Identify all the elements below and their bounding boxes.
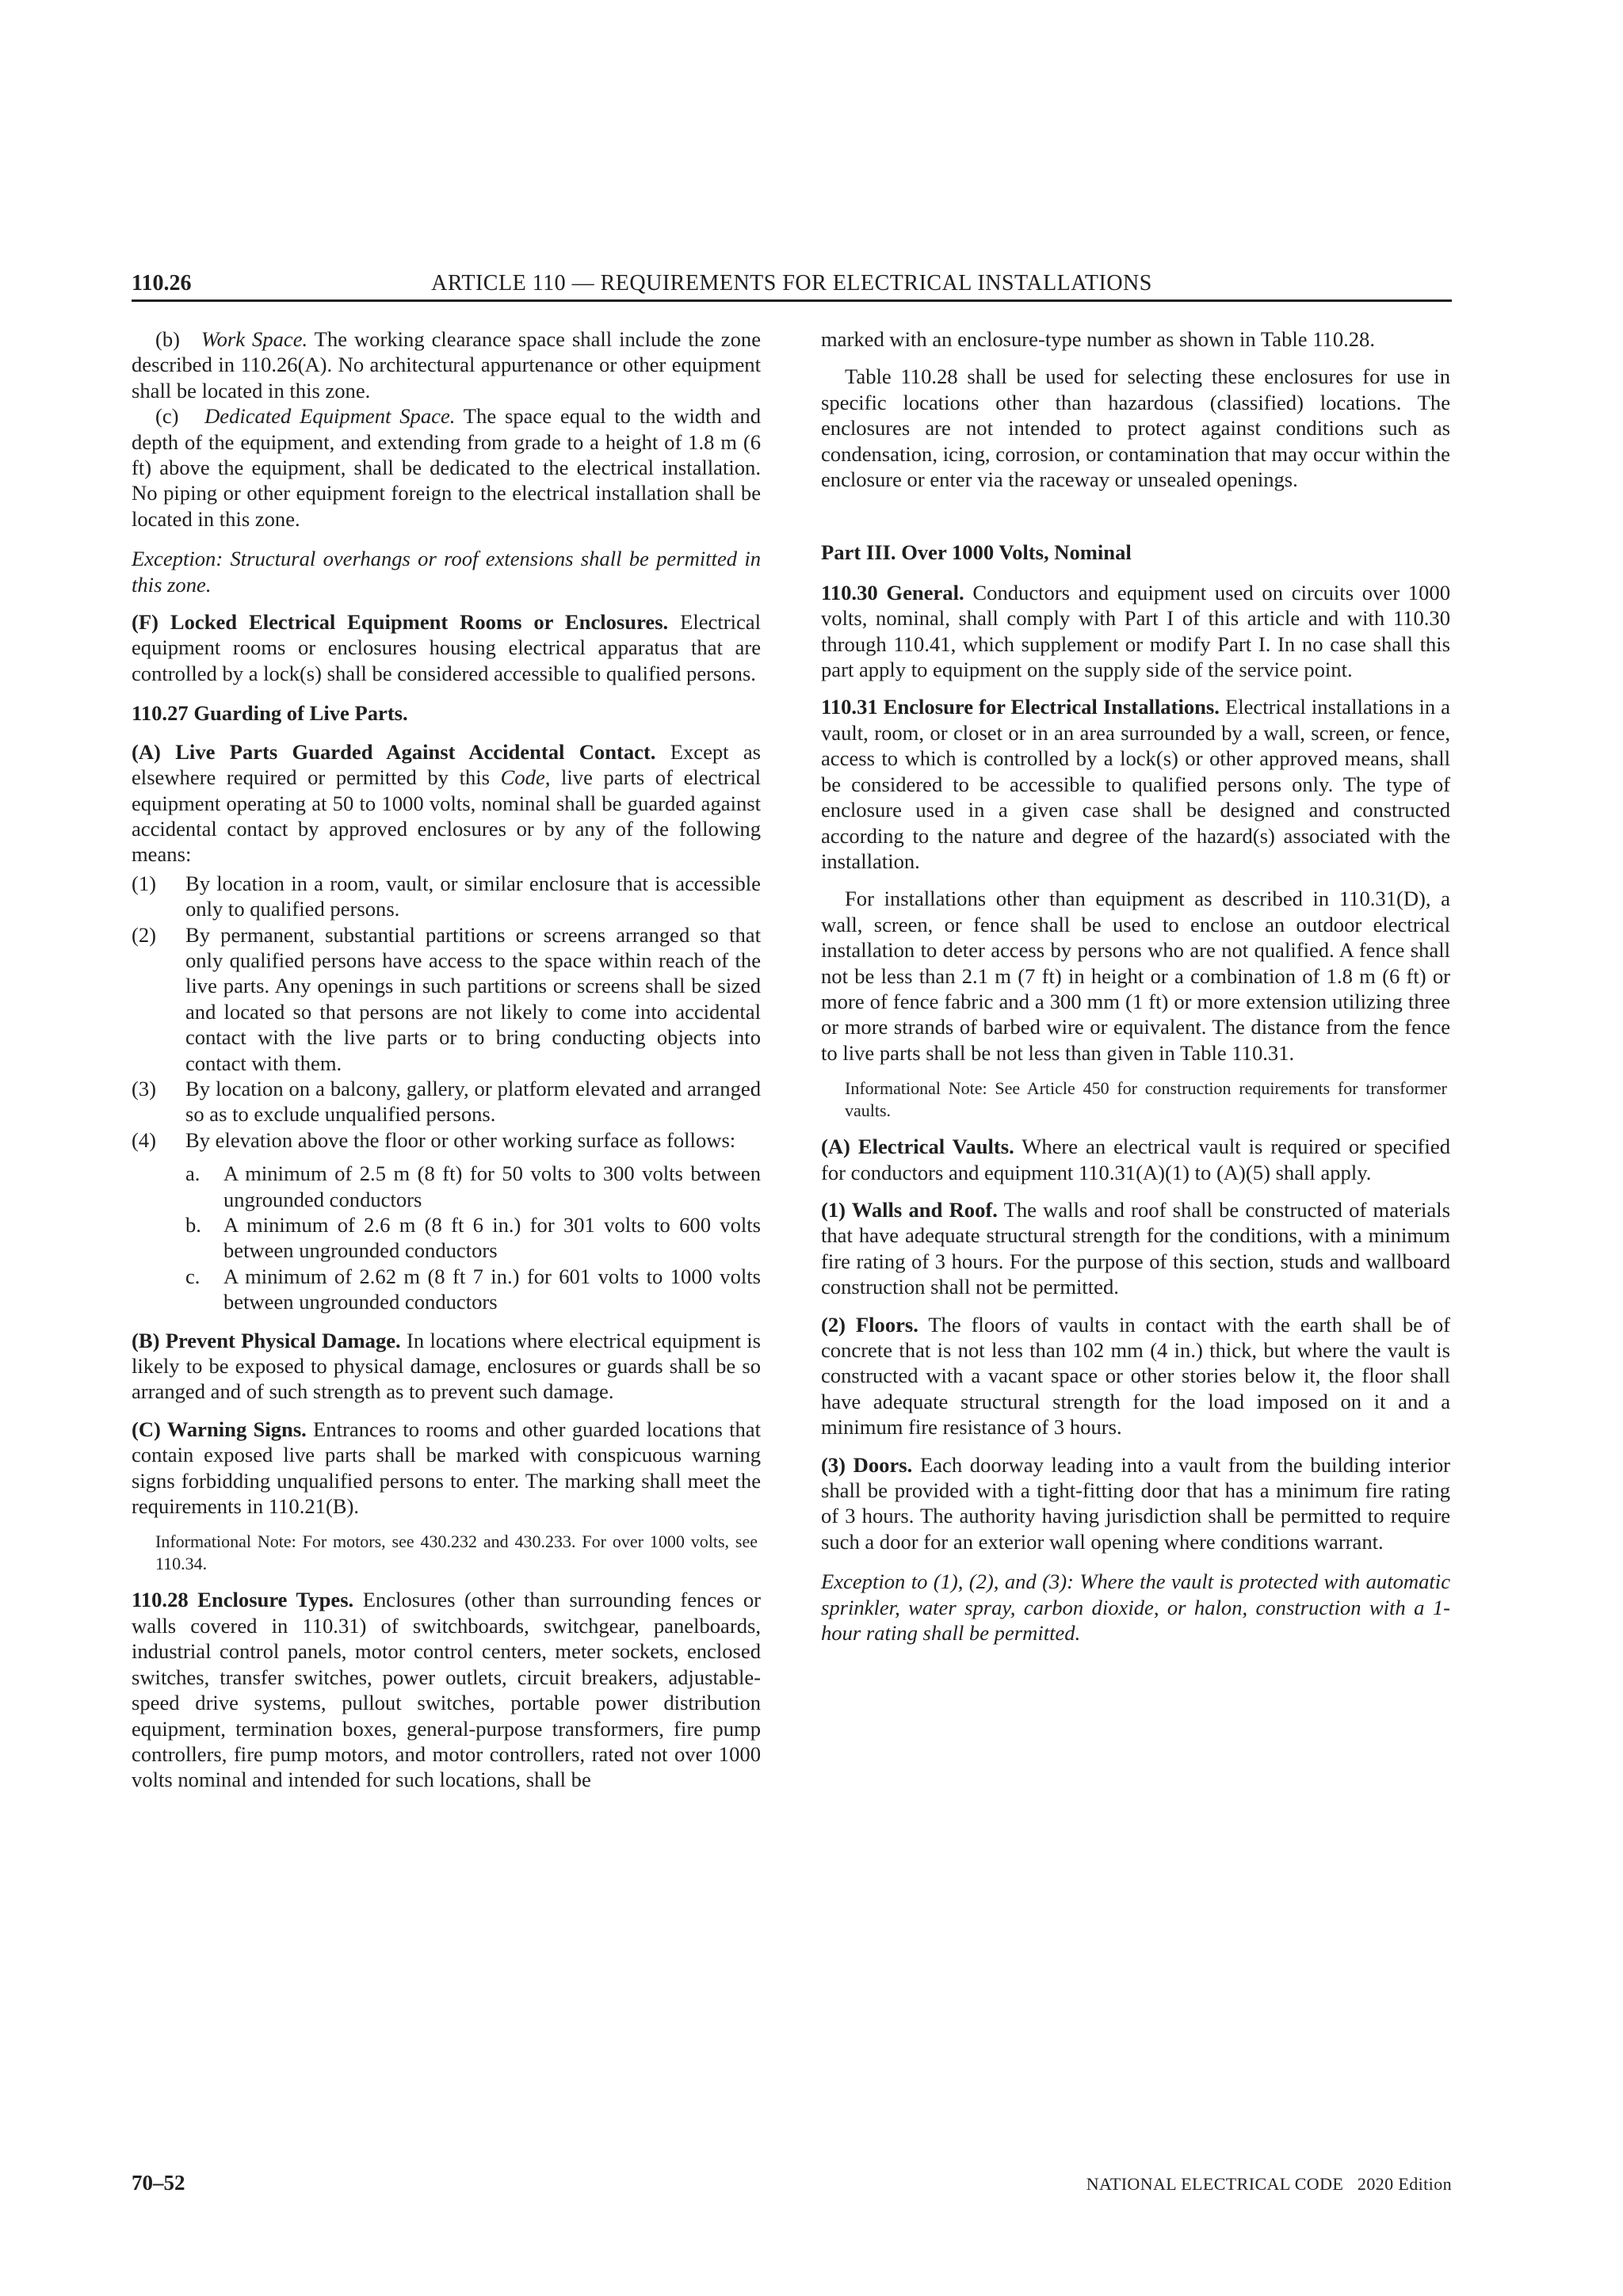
list-text: By location on a balcony, gallery, or platform elevated and arranged so as to exclude unqualified persons.	[185, 1076, 761, 1127]
item-text: The working clearance space shall include the zone described in 110.26(A). No architectural appurtenance or other equipment shall be located in this zone.	[132, 327, 761, 402]
subsection-heading: (F) Locked Electrical Equipment Rooms or Enclosures.	[132, 610, 669, 635]
subsection-text: The floors of vaults in contact with the earth shall be of concrete that is not less than 102 mm (4 in.) thick, but where the vault is constructed with a vacant space or other stories below it, the floor shall have adequate structural strength for the load imposed on it and a minimum fire resistance of 3 hours.	[821, 1312, 1451, 1440]
sublist-text: A minimum of 2.5 m (8 ft) for 50 volts to 300 volts between ungrounded conductors	[223, 1161, 761, 1211]
list-number: (2)	[132, 922, 157, 947]
list-item	[132, 1076, 761, 1127]
right-column	[821, 326, 1450, 1657]
sublist-item	[185, 1212, 761, 1264]
sublist-letter: b.	[185, 1213, 201, 1237]
paragraph-live-parts-guarded	[132, 739, 761, 868]
list-text: By permanent, substantial partitions or screens arranged so that only qualified persons have access to the space within reach of the live parts. Any openings in such partitions or screens shall be sized and located so that persons are not likely to come into accidental contact with the live parts or to bring conducting objects into contact with them.	[185, 922, 761, 1075]
item-label: (c)	[155, 404, 179, 429]
item-text: The space equal to the width and depth of the equipment, and extending from grade to a height of 1.8 m (6 ft) above the equipment, shall be dedicated to the electrical installation. No piping or other equipment foreign to the electrical installation shall be located in this zone.	[132, 404, 761, 531]
section-heading-110-27: 110.27 Guarding of Live Parts.	[132, 701, 408, 726]
paragraph-enclosure-installations	[821, 694, 1450, 874]
informational-note: Informational Note: For motors, see 430.232 and 430.233. For over 1000 volts, see 110.34.	[155, 1531, 758, 1574]
paragraph-continued: marked with an enclosure-type number as shown in Table 110.28.	[821, 327, 1376, 351]
sublist-item	[185, 1161, 761, 1212]
paragraph-enclosure-types	[132, 1587, 761, 1792]
running-header	[132, 271, 1452, 298]
header-article-title: ARTICLE 110 — REQUIREMENTS FOR ELECTRICAL INSTALLATIONS	[431, 271, 1152, 296]
section-heading-110-28: 110.28 Enclosure Types.	[132, 1588, 354, 1612]
paragraph-electrical-vaults	[821, 1134, 1450, 1185]
subsection-text: Each doorway leading into a vault from the building interior shall be provided with a tight-fitting door that has a minimum fire rating of 3 hours. The authority having jurisdiction shall be permitted to require such a door for an exterior wall opening where conditions warrant.	[821, 1452, 1450, 1554]
subsection-text: Entrances to rooms and other guarded locations that contain exposed live parts shall be marked with conspicuous warning signs forbidding unqualified persons to enter. The marking shall meet the requirements in 110.21(B).	[132, 1417, 761, 1519]
numbered-list	[132, 871, 761, 1315]
list-text: By location in a room, vault, or similar enclosure that is accessible only to qualified persons.	[185, 871, 761, 921]
list-item	[132, 1127, 761, 1315]
paragraph-work-space	[132, 326, 761, 403]
subsection-heading: (C) Warning Signs.	[132, 1417, 307, 1441]
subsection-text: The walls and roof shall be constructed of materials that have adequate structural strength for the conditions, with a minimum fire rating of 3 hours. For the purpose of this section, studs and wallboard construction shall not be permitted.	[821, 1197, 1450, 1299]
subsection-heading: (3) Doors.	[821, 1452, 913, 1477]
edition-label: NATIONAL ELECTRICAL CODE 2020 Edition	[1086, 2174, 1452, 2194]
paragraph-floors	[821, 1312, 1450, 1440]
section-text: Conductors and equipment used on circuits over 1000 volts, nominal, shall comply with Part I of this article and with 110.30 through 110.41, which supplement or modify Part I. In no case shall this part apply to equipment on the supply side of the service point.	[821, 580, 1450, 682]
sublist-letter: a.	[185, 1161, 200, 1186]
page-number: 70–52	[132, 2171, 185, 2195]
sublist-letter: c.	[185, 1264, 200, 1288]
list-item	[132, 922, 761, 1076]
header-rule	[132, 299, 1452, 302]
subsection-heading: (B) Prevent Physical Damage.	[132, 1328, 401, 1352]
header-section-number: 110.26	[132, 271, 192, 296]
sublist-text: A minimum of 2.62 m (8 ft 7 in.) for 601 volts to 1000 volts between ungrounded conductors	[223, 1264, 761, 1314]
list-item	[132, 871, 761, 922]
exception-text: Exception to (1), (2), and (3): Where the vault is protected with automatic sprinkler, water spray, carbon dioxide, or halon, construction with a 1-hour rating shall be permitted.	[821, 1569, 1450, 1646]
exception-text: Exception: Structural overhangs or roof extensions shall be permitted in this zone.	[132, 547, 761, 597]
subsection-heading: (A) Live Parts Guarded Against Accidental Contact.	[132, 739, 656, 764]
section-text: Enclosures (other than surrounding fences or walls covered in 110.31) of switchboards, switchgear, panelboards, industrial control panels, motor control centers, meter sockets, enclosed switches, transfer switches, power outlets, circuit breakers, adjustable-speed drive systems, pullout switches, portable power distribution equipment, termination boxes, general-purpose transformers, fire pump controllers, fire pump motors, and motor controllers, rated not over 1000 volts nominal and intended for such locations, shall be	[132, 1588, 761, 1792]
item-title: Dedicated Equipment Space.	[204, 404, 456, 429]
sublist-item	[185, 1264, 761, 1315]
paragraph-warning-signs	[132, 1417, 761, 1520]
paragraph-fence-requirements: For installations other than equipment as described in 110.31(D), a wall, screen, or fence shall be used to enclose an outdoor electrical installation to deter access by persons who are not qualified. A fence shall not be less than 2.1 m (7 ft) in height or a combination of 1.8 m (6 ft) or more of fence fabric and a 300 mm (1 ft) or more extension utilizing three or more strands of barbed wire or equivalent. The distance from the fence to live parts shall be not less than given in Table 110.31.	[821, 887, 1450, 1065]
lettered-sublist	[185, 1161, 761, 1314]
sublist-text: A minimum of 2.6 m (8 ft 6 in.) for 301 volts to 600 volts between ungrounded conductors	[223, 1213, 761, 1263]
item-title: Work Space.	[200, 327, 308, 351]
code-term: Code,	[500, 765, 551, 790]
left-column	[132, 326, 761, 1805]
paragraph-general	[821, 580, 1450, 683]
paragraph-dedicated-equipment-space	[132, 403, 761, 532]
subsection-text: Electrical equipment rooms or enclosures housing electrical apparatus that are controlled by a lock(s) shall be considered accessible to qualified persons.	[132, 610, 761, 685]
subsection-heading: (1) Walls and Roof.	[821, 1197, 998, 1222]
subsection-text: In locations where electrical equipment is likely to be exposed to physical damage, enclosures or guards shall be so arranged and of such strength as to prevent such damage.	[132, 1328, 761, 1404]
list-number: (1)	[132, 871, 157, 895]
paragraph-table-110-28: Table 110.28 shall be used for selecting these enclosures for use in specific locations other than hazardous (classified) locations. The enclosures are not intended to protect against conditions such as condensation, icing, corrosion, or contamination that may occur within the enclosure or enter via the raceway or unsealed openings.	[821, 364, 1450, 492]
subsection-text: Where an electrical vault is required or specified for conductors and equipment 110.31(A)(1) to (A)(5) shall apply.	[821, 1135, 1450, 1184]
paragraph-locked-rooms	[132, 609, 761, 686]
section-heading-110-31: 110.31 Enclosure for Electrical Installations.	[821, 695, 1220, 719]
item-label: (b)	[155, 327, 181, 351]
list-number: (3)	[132, 1076, 157, 1100]
subsection-heading: (2) Floors.	[821, 1312, 918, 1337]
paragraph-walls-roof	[821, 1197, 1450, 1300]
subsection-text: live parts of electrical equipment operating at 50 to 1000 volts, nominal shall be guarded against accidental contact by approved enclosures or by any of the following means:	[132, 765, 761, 867]
list-number: (4)	[132, 1127, 157, 1152]
paragraph-doors	[821, 1452, 1450, 1555]
section-text: Electrical installations in a vault, room, or closet or in an area surrounded by a wall, screen, or fence, access to which is controlled by a lock(s) or other approved means, shall be considered to be accessible to qualified persons only. The type of enclosure used in a given case shall be designed and constructed according to the nature and degree of the hazard(s) associated with the installation.	[821, 695, 1450, 873]
section-heading-110-30: 110.30 General.	[821, 580, 964, 605]
paragraph-prevent-damage	[132, 1328, 761, 1405]
subsection-heading: (A) Electrical Vaults.	[821, 1135, 1014, 1159]
subsection-text: Except as elsewhere required or permitted by this	[132, 739, 761, 790]
list-text: By elevation above the floor or other working surface as follows:	[185, 1127, 736, 1152]
informational-note: Informational Note: See Article 450 for construction requirements for transformer vaults.	[845, 1078, 1447, 1121]
part-heading: Part III. Over 1000 Volts, Nominal	[821, 540, 1132, 565]
